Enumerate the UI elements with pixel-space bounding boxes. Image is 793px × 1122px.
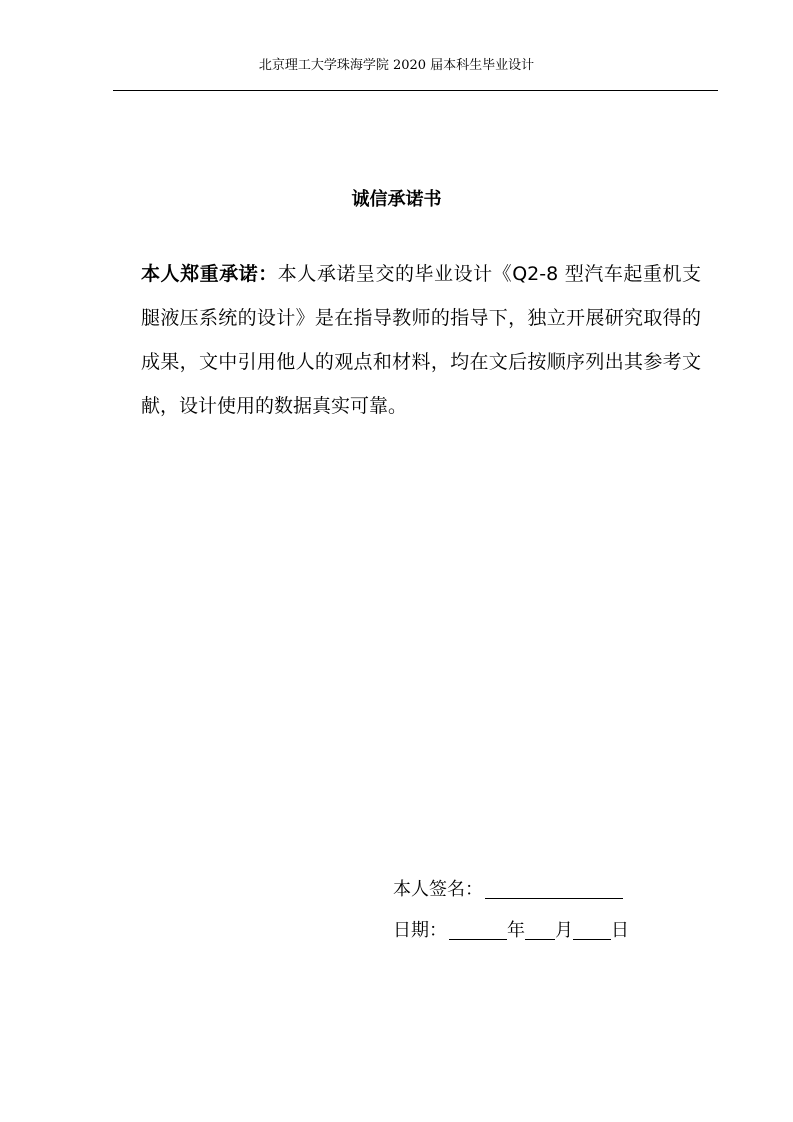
header-divider — [113, 90, 718, 91]
year-label: 年 — [507, 920, 525, 941]
signature-line — [393, 875, 623, 905]
year-field[interactable] — [449, 917, 507, 940]
signature-field[interactable] — [485, 876, 623, 899]
day-field[interactable] — [573, 917, 611, 940]
header-text: 北京理工大学珠海学院 2020 届本科生毕业设计 — [258, 58, 535, 73]
pledge-paragraph — [141, 252, 701, 428]
pledge-lead: 本人郑重承诺： — [141, 263, 278, 285]
day-label: 日 — [611, 920, 629, 941]
signature-label: 本人签名： — [393, 879, 483, 900]
page-header — [0, 57, 793, 75]
month-field[interactable] — [525, 917, 555, 940]
pledge-body: 本人承诺呈交的毕业设计《Q2-8 型汽车起重机支腿液压系统的设计》是在指导教师的指导下，独立开展研究取得的成果，文中引用他人的观点和材料，均在文后按顺序列出其参考文献，设计使用的数据真实可靠。 — [141, 263, 701, 417]
date-label: 日期： — [393, 920, 447, 941]
date-line — [393, 916, 629, 946]
document-title: 诚信承诺书 — [351, 189, 442, 210]
month-label: 月 — [555, 920, 573, 941]
